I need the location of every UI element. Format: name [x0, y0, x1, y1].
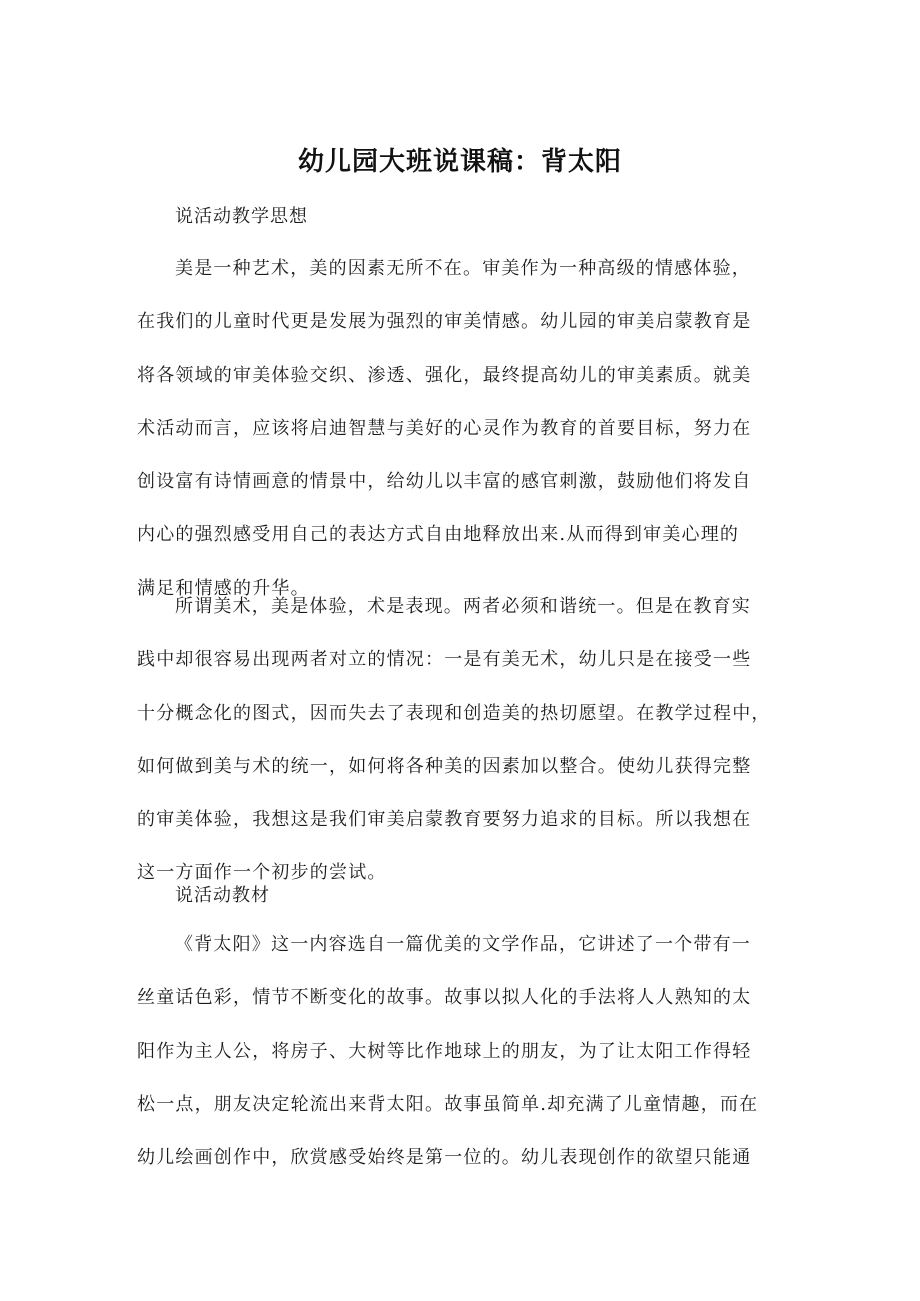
paragraph-line: 丝童话色彩，情节不断变化的故事。故事以拟人化的手法将人人熟知的太	[137, 987, 752, 1009]
paragraph-aesthetics	[137, 242, 797, 615]
paragraph-line: 术活动而言，应该将启迪智慧与美好的心灵作为教育的首要目标，努力在	[137, 417, 752, 439]
paragraph-line: 十分概念化的图式，因而失去了表现和创造美的热切愿望。在教学过程中，	[137, 702, 771, 724]
paragraph-line: 满足和情感的升华。	[137, 577, 310, 599]
paragraph-line: 所谓美术，美是体验，术是表现。两者必须和谐统一。但是在教育实	[175, 596, 751, 617]
paragraph-line: 幼儿绘画创作中，欣赏感受始终是第一位的。幼儿表现创作的欲望只能通	[137, 1147, 752, 1169]
paragraph-line: 创设富有诗情画意的情景中，给幼儿以丰富的感官刺激，鼓励他们将发自	[137, 471, 752, 493]
paragraph-line: 的审美体验，我想这是我们审美启蒙教育要努力追求的目标。所以我想在	[137, 809, 752, 831]
paragraph-line: 践中却很容易出现两者对立的情况：一是有美无术，幼儿只是在接受一些	[137, 649, 752, 671]
paragraph-line: 美是一种艺术，美的因素无所不在。审美作为一种高级的情感体验，	[175, 258, 751, 279]
paragraph-story-material	[137, 918, 797, 1184]
paragraph-line: 《背太阳》这一内容选自一篇优美的文学作品，它讲述了一个带有一	[175, 934, 751, 955]
paragraph-line: 内心的强烈感受用自己的表达方式自由地释放出来.从而得到审美心理的	[137, 524, 740, 546]
paragraph-line: 阳作为主人公，将房子、大树等比作地球上的朋友，为了让太阳工作得轻	[137, 1040, 752, 1062]
paragraph-line: 将各领域的审美体验交织、渗透、强化，最终提高幼儿的审美素质。就美	[137, 364, 752, 386]
paragraph-line: 松一点，朋友决定轮流出来背太阳。故事虽简单.却充满了儿童情趣，而在	[137, 1093, 759, 1115]
page-title: 幼儿园大班说课稿：背太阳	[297, 147, 622, 177]
section-heading-teaching-philosophy: 说活动教学思想	[175, 206, 308, 227]
paragraph-line: 如何做到美与术的统一，如何将各种美的因素加以整合。使幼儿获得完整	[137, 755, 752, 777]
paragraph-art-definition	[137, 580, 797, 900]
paragraph-line: 在我们的儿童时代更是发展为强烈的审美情感。幼儿园的审美启蒙教育是	[137, 311, 752, 333]
section-heading-teaching-material: 说活动教材	[175, 885, 270, 906]
paragraph-line: 这一方面作一个初步的尝试。	[137, 862, 387, 884]
